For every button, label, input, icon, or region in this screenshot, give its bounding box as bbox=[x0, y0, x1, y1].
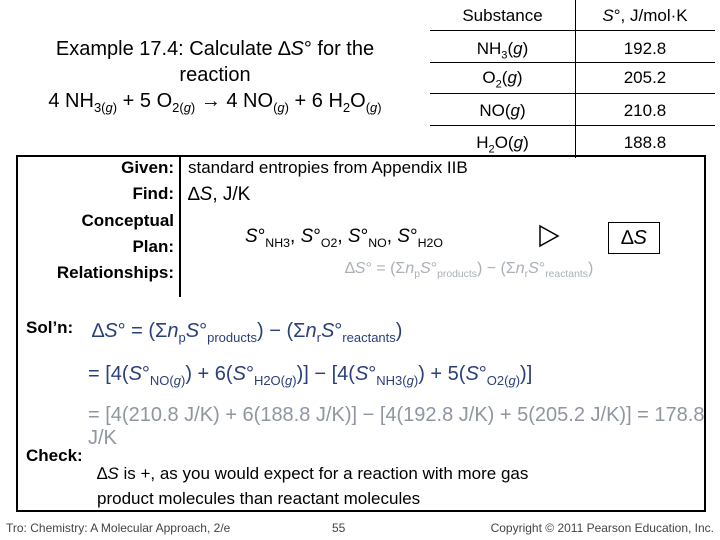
table-divider bbox=[430, 30, 715, 31]
reaction-equation: 4 $NH_{3(g)} + 5$ $O_{2(g)} \to 4$ $NO_{(g)} + 6$ $H_2O_{(g)}$ bbox=[48, 90, 382, 115]
header-entropy: S°, J/mol·K bbox=[602, 6, 688, 25]
table-column-divider bbox=[575, 0, 576, 158]
check-line-2: product molecules than reactant molecules bbox=[97, 489, 421, 508]
plan-label: Plan: bbox=[132, 237, 174, 256]
table-divider bbox=[430, 93, 715, 94]
table-divider bbox=[430, 125, 715, 126]
relationships-label: Relationships: bbox=[56, 263, 174, 282]
footer-book: Tro: Chemistry: A Molecular Approach, 2/e bbox=[6, 521, 231, 535]
conceptual-label: Conceptual bbox=[81, 211, 174, 230]
substance-no: NO(g) bbox=[479, 101, 526, 120]
value-o2: 205.2 bbox=[623, 68, 667, 87]
page-number: 55 bbox=[332, 521, 346, 535]
table-row bbox=[430, 33, 715, 63]
value-no: 210.8 bbox=[623, 101, 667, 120]
table-row bbox=[430, 95, 715, 125]
footer-copyright: Copyright © 2011 Pearson Education, Inc. bbox=[490, 521, 714, 535]
plan-inputs: $S^\circ_{NH3}$, $S^\circ_{O2}$, $S^\circ_{NO}$, $S^\circ_{H2O}$ bbox=[245, 226, 443, 250]
table-row bbox=[430, 62, 715, 92]
check-line-1: ∆S is +, as you would expect for a reaction with more gas bbox=[97, 464, 529, 483]
substance-h2o: $H_2O(g)$ bbox=[476, 133, 529, 156]
solution-line-1: $\Delta S^\circ = (\Sigma n_pS^\circ_{products}) - (\Sigma n_rS^\circ_{reactants})$ bbox=[92, 320, 403, 345]
title-line-2: reaction bbox=[179, 64, 251, 86]
solution-line-2: = $[4(S^\circ_{NO(g)}) + 6(S^\circ_{H2O(g)})] - [4(S^\circ_{NH3(g)}) + 5(S^\circ_{O2(g)})]$ bbox=[88, 363, 533, 388]
relationship-equation: $\Delta S^\circ = (\Sigma n_pS^\circ_{products}) - (\Sigma n_rS^\circ_{reactants})$ bbox=[345, 260, 594, 281]
substance-o2: $O_2(g)$ bbox=[482, 68, 523, 91]
given-value: standard entropies from Appendix IIB bbox=[188, 158, 468, 177]
title-text-1: Example 17.4: Calculate ∆S° for the bbox=[55, 38, 375, 60]
value-nh3: 192.8 bbox=[623, 39, 667, 58]
value-h2o: 188.8 bbox=[623, 133, 667, 152]
solution-label: Sol’n: bbox=[26, 318, 74, 337]
label-divider bbox=[179, 157, 181, 297]
check-label: Check: bbox=[26, 446, 83, 465]
find-label: Find: bbox=[132, 184, 174, 203]
plan-output: ∆S bbox=[608, 222, 660, 254]
substance-nh3: $NH_3(g)$ bbox=[476, 39, 529, 62]
table-header-row bbox=[430, 0, 715, 30]
solution-line-3: = [4(210.8 J/K) + 6(188.8 J/K)] − [4(192.8 J/K) + 5(205.2 J/K)] = 178.8 J/K bbox=[88, 404, 705, 449]
title-line-1 bbox=[0, 36, 430, 62]
given-label: Given: bbox=[121, 158, 174, 177]
arrow-icon bbox=[538, 224, 560, 253]
header-substance: Substance bbox=[462, 6, 543, 25]
example-title bbox=[0, 36, 430, 121]
table-row bbox=[430, 127, 715, 157]
find-value: ∆S, J/K bbox=[188, 184, 251, 205]
